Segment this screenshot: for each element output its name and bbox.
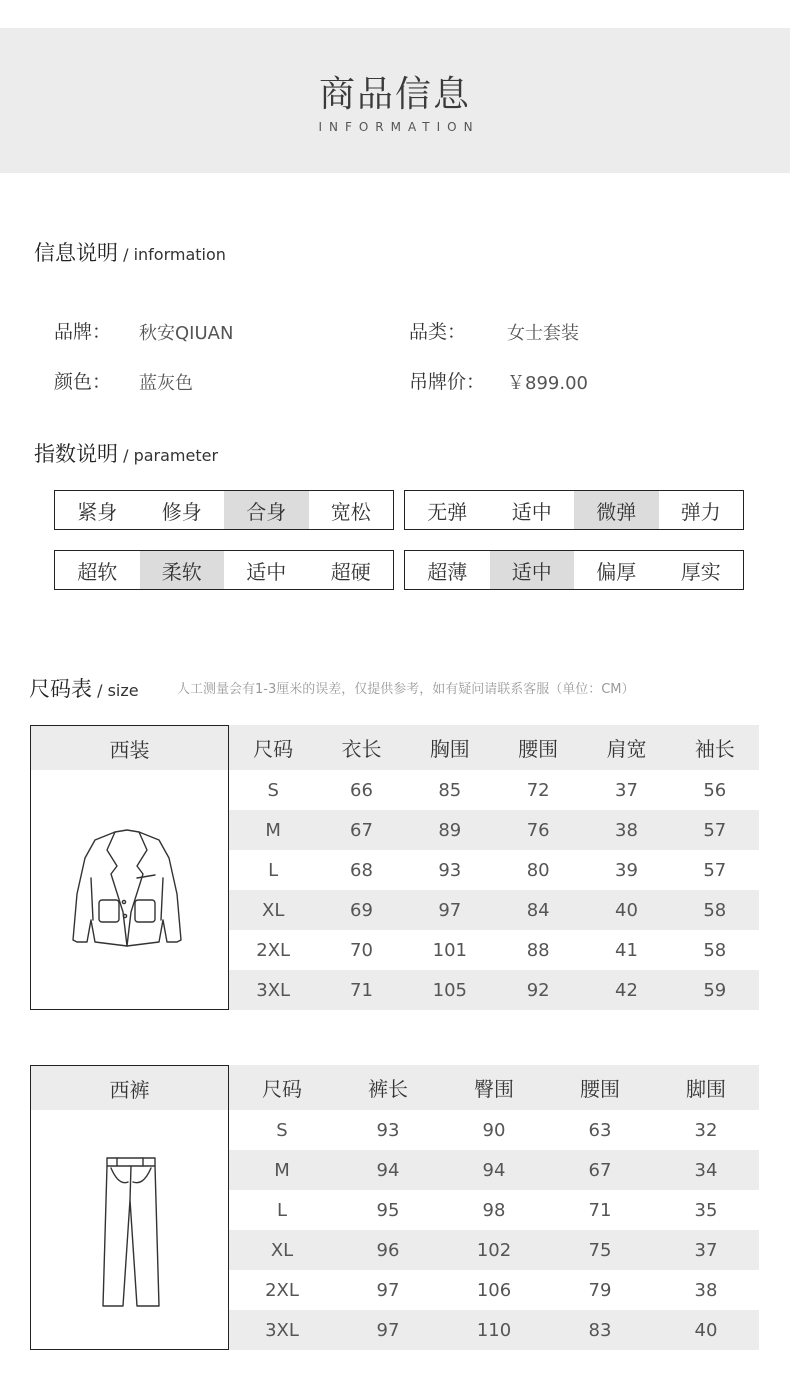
column-header: 腰围 xyxy=(547,1065,653,1110)
param-option: 超硬 xyxy=(330,559,371,584)
table-cell: 3XL xyxy=(229,1310,335,1350)
table-cell: 57 xyxy=(703,859,727,881)
table-cell: 2XL xyxy=(265,1279,299,1301)
table-row xyxy=(229,930,759,970)
table-cell: 94 xyxy=(335,1150,441,1190)
table-cell: 58 xyxy=(703,939,727,961)
param-option: 微弹 xyxy=(574,491,659,529)
column-header: 尺码 xyxy=(229,1065,335,1110)
pants-size-table xyxy=(229,1065,759,1350)
column-header: 腰围 xyxy=(494,725,582,770)
table-cell: 96 xyxy=(335,1230,441,1270)
table-cell: S xyxy=(267,779,279,801)
table-row xyxy=(229,890,759,930)
table-cell: 37 xyxy=(615,779,638,801)
table-row xyxy=(229,1190,759,1230)
param-option: 超软 xyxy=(77,559,118,584)
table-cell: 37 xyxy=(653,1230,759,1270)
size-title-en: / size xyxy=(92,681,139,700)
size-note: 人工测量会有1-3厘米的误差，仅提供参考，如有疑问请联系客服（单位：CM） xyxy=(177,682,635,697)
table-cell: S xyxy=(276,1119,288,1141)
table-row xyxy=(229,1270,759,1310)
table-cell: XL xyxy=(229,1230,335,1270)
table-cell: 67 xyxy=(317,810,405,850)
column-header: 袖长 xyxy=(671,725,759,770)
price-label: 吊牌价： xyxy=(409,371,486,393)
table-cell: 95 xyxy=(376,1199,400,1221)
size-section-title xyxy=(29,673,139,703)
page-subtitle: INFORMATION xyxy=(318,120,480,134)
trousers-icon xyxy=(31,1110,228,1349)
column-header: 裤长 xyxy=(335,1065,441,1110)
color-label: 颜色： xyxy=(54,371,112,393)
table-cell: 89 xyxy=(406,810,494,850)
column-header: 衣长 xyxy=(317,725,405,770)
color-value: 蓝灰色 xyxy=(139,373,193,394)
pants-picture xyxy=(31,1110,228,1349)
table-cell: 110 xyxy=(441,1310,547,1350)
param-option: 弹力 xyxy=(680,499,721,524)
info-section-title xyxy=(34,237,226,267)
table-cell: 71 xyxy=(317,970,405,1010)
table-cell: 68 xyxy=(350,859,373,881)
table-cell: 85 xyxy=(438,779,462,801)
table-cell: 84 xyxy=(494,890,582,930)
table-cell: 59 xyxy=(671,970,759,1010)
column-header: 胸围 xyxy=(406,725,494,770)
info-title-en: / information xyxy=(118,245,226,264)
table-cell: 38 xyxy=(694,1279,718,1301)
category-label: 品类： xyxy=(409,321,467,343)
size-title-cn: 尺码表 xyxy=(29,677,92,701)
table-cell: 97 xyxy=(376,1279,400,1301)
table-cell: 40 xyxy=(582,890,670,930)
table-cell: 58 xyxy=(671,890,759,930)
column-header: 肩宽 xyxy=(582,725,670,770)
table-cell: 97 xyxy=(335,1310,441,1350)
table-cell: 83 xyxy=(547,1310,653,1350)
category-value: 女士套装 xyxy=(507,323,579,344)
suit-picture xyxy=(31,770,228,1009)
table-row xyxy=(229,1110,759,1150)
table-cell: 42 xyxy=(582,970,670,1010)
table-cell: 79 xyxy=(588,1279,612,1301)
table-row xyxy=(229,970,759,1010)
param-option: 适中 xyxy=(511,499,552,524)
table-row xyxy=(229,850,759,890)
suit-label: 西装 xyxy=(31,726,228,770)
param-elasticity xyxy=(404,490,744,530)
brand-value: 秋安QIUAN xyxy=(139,323,234,344)
table-cell: 93 xyxy=(438,859,462,881)
param-thickness xyxy=(404,550,744,590)
param-option: 柔软 xyxy=(140,551,225,589)
page-title: 商品信息 xyxy=(318,74,471,115)
table-cell: M xyxy=(229,1150,335,1190)
table-cell: 71 xyxy=(588,1199,612,1221)
column-header: 尺码 xyxy=(229,725,317,770)
param-fit xyxy=(54,490,394,530)
param-option: 修身 xyxy=(161,499,202,524)
table-cell: 105 xyxy=(406,970,494,1010)
param-option: 适中 xyxy=(490,551,575,589)
pants-table-body xyxy=(229,1110,759,1350)
table-cell: 35 xyxy=(694,1199,718,1221)
table-cell: 69 xyxy=(317,890,405,930)
table-cell: 93 xyxy=(376,1119,400,1141)
param-option: 宽松 xyxy=(330,499,371,524)
table-cell: 97 xyxy=(406,890,494,930)
table-row xyxy=(229,810,759,850)
table-cell: 34 xyxy=(653,1150,759,1190)
brand-label: 品牌： xyxy=(54,321,112,343)
param-option: 合身 xyxy=(224,491,309,529)
table-cell: 92 xyxy=(494,970,582,1010)
param-option: 无弹 xyxy=(427,499,468,524)
table-cell: 57 xyxy=(671,810,759,850)
suit-size-table xyxy=(229,725,759,1010)
table-cell: 75 xyxy=(547,1230,653,1270)
suit-image-box xyxy=(30,725,229,1010)
param-softness xyxy=(54,550,394,590)
pants-label: 西裤 xyxy=(31,1066,228,1110)
param-option: 超薄 xyxy=(427,559,468,584)
table-cell: 56 xyxy=(703,779,727,801)
table-row xyxy=(229,1150,759,1190)
table-row xyxy=(229,770,759,810)
table-cell: 38 xyxy=(582,810,670,850)
table-cell: XL xyxy=(229,890,317,930)
param-option: 厚实 xyxy=(680,559,721,584)
table-cell: 72 xyxy=(526,779,550,801)
column-header: 脚围 xyxy=(653,1065,759,1110)
table-cell: 98 xyxy=(482,1199,506,1221)
param-option: 紧身 xyxy=(77,499,118,524)
price-value: ￥899.00 xyxy=(507,373,588,394)
pants-table-header xyxy=(229,1065,759,1110)
table-cell: 106 xyxy=(476,1279,512,1301)
table-cell: M xyxy=(229,810,317,850)
table-cell: 94 xyxy=(441,1150,547,1190)
column-header: 臀围 xyxy=(441,1065,547,1110)
table-row xyxy=(229,1230,759,1270)
table-cell: 39 xyxy=(615,859,638,881)
table-cell: 66 xyxy=(350,779,373,801)
header-banner xyxy=(0,28,790,173)
table-cell: 76 xyxy=(494,810,582,850)
table-cell: 67 xyxy=(547,1150,653,1190)
table-cell: 63 xyxy=(588,1119,612,1141)
param-option: 偏厚 xyxy=(596,559,637,584)
table-cell: 2XL xyxy=(256,939,291,961)
param-option: 适中 xyxy=(246,559,287,584)
table-cell: 41 xyxy=(615,939,638,961)
param-title-cn: 指数说明 xyxy=(34,442,118,466)
param-section-title xyxy=(34,438,218,468)
param-title-en: / parameter xyxy=(118,446,219,465)
table-cell: L xyxy=(276,1199,288,1221)
blazer-icon xyxy=(31,770,228,1009)
table-cell: 102 xyxy=(441,1230,547,1270)
table-cell: 101 xyxy=(432,939,467,961)
table-cell: 80 xyxy=(526,859,550,881)
table-cell: 90 xyxy=(482,1119,506,1141)
table-cell: 32 xyxy=(694,1119,718,1141)
table-cell: 88 xyxy=(526,939,550,961)
table-cell: 40 xyxy=(653,1310,759,1350)
suit-table-header xyxy=(229,725,759,770)
info-title-cn: 信息说明 xyxy=(34,241,118,265)
table-cell: L xyxy=(268,859,279,881)
suit-table-body xyxy=(229,770,759,1010)
pants-image-box xyxy=(30,1065,229,1350)
table-cell: 3XL xyxy=(229,970,317,1010)
table-cell: 70 xyxy=(350,939,373,961)
table-row xyxy=(229,1310,759,1350)
